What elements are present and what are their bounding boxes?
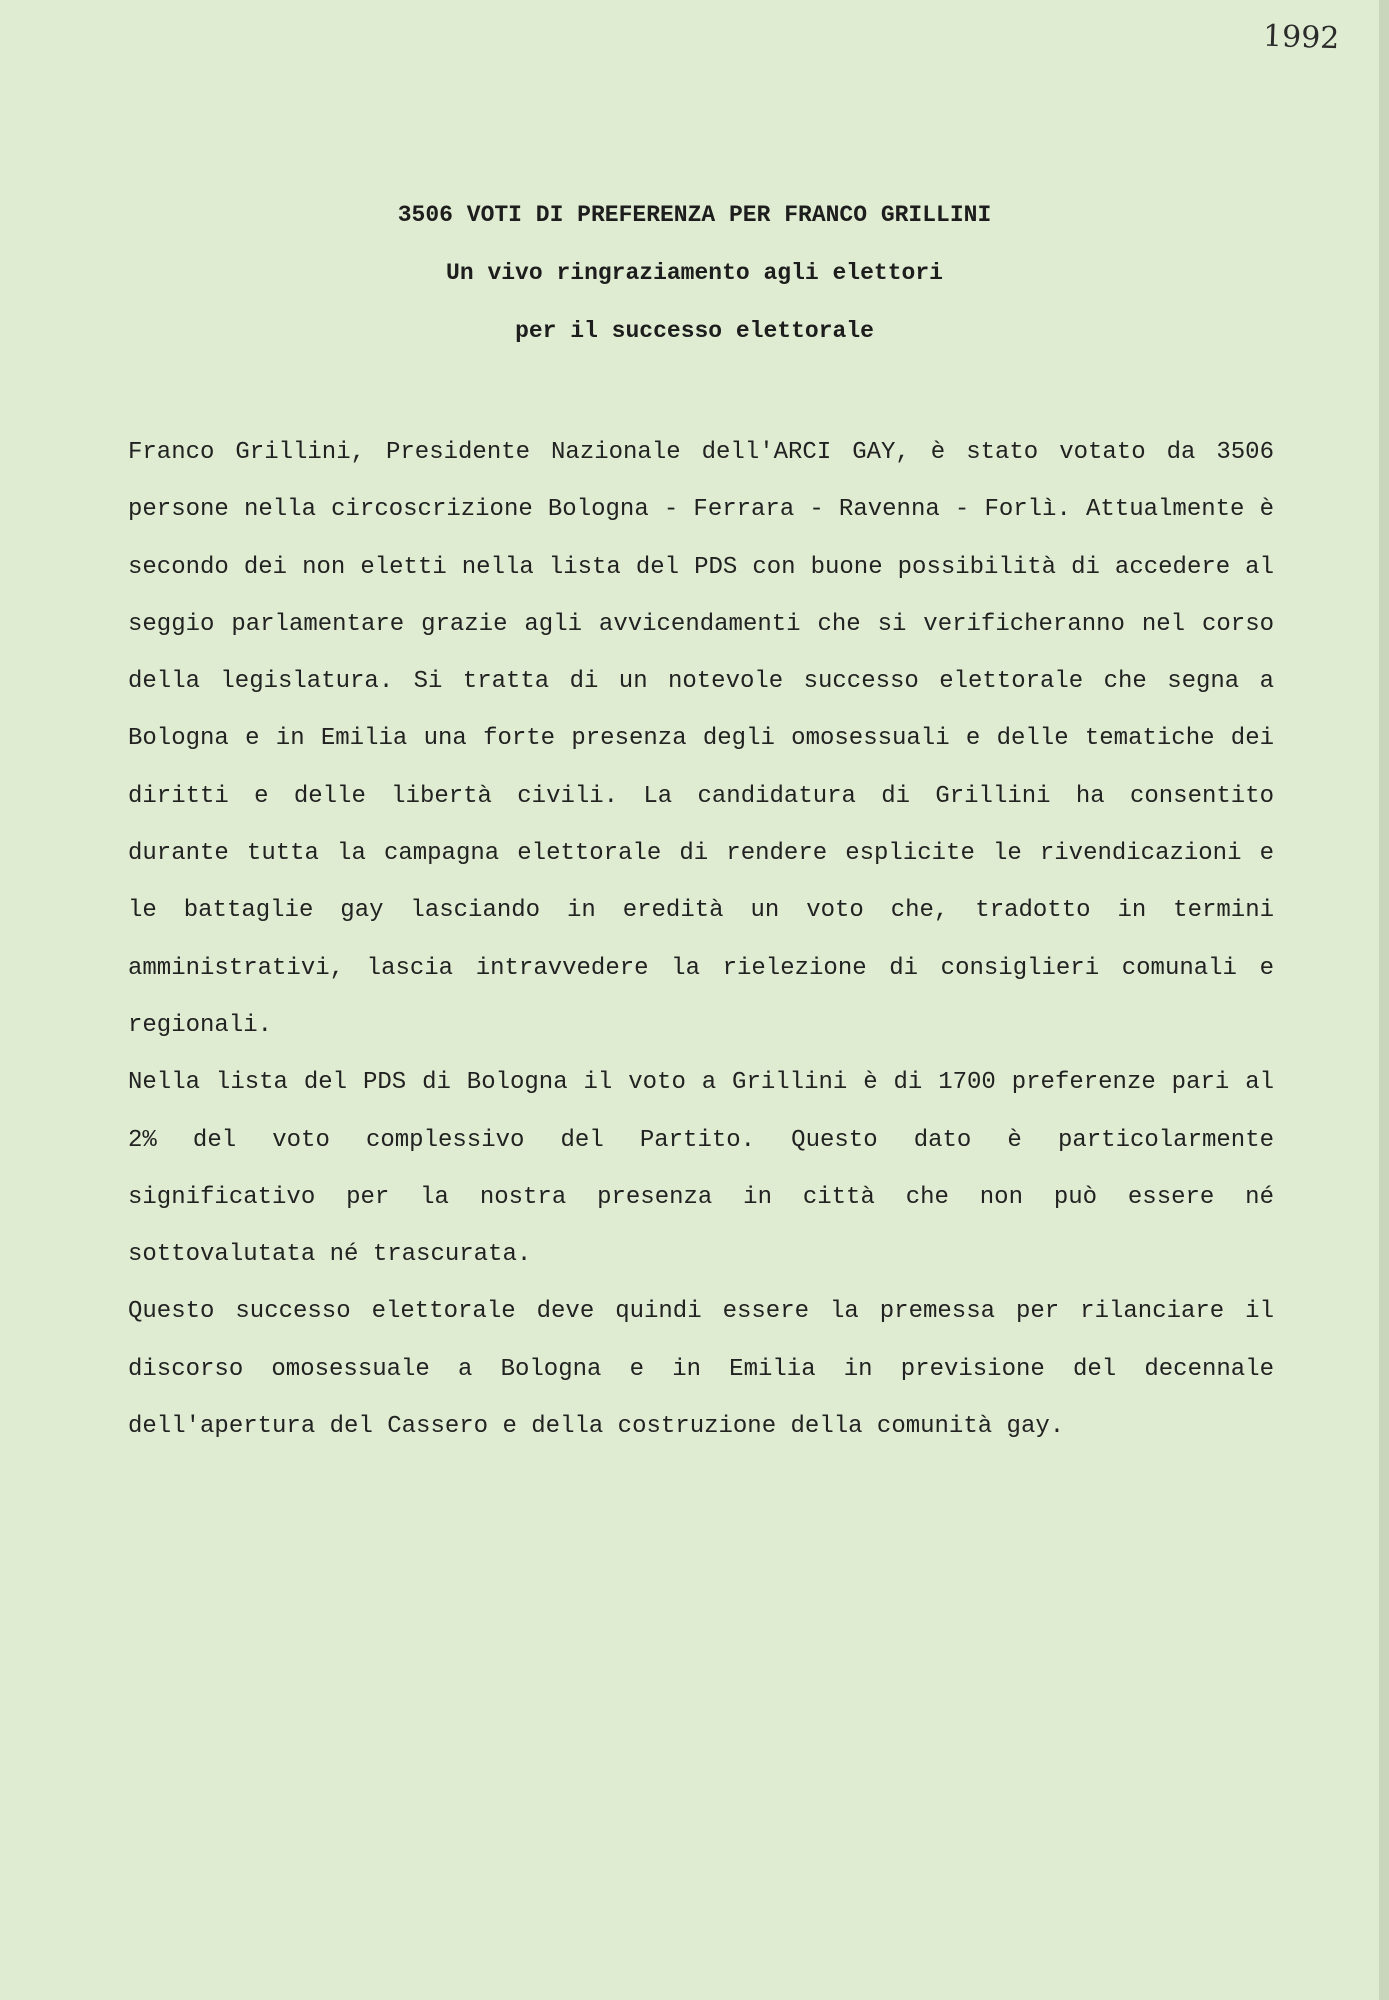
paragraph-2: Nella lista del PDS di Bologna il voto a Grillini è di 1700 preferenze pari al 2% del voto complessivo del Partito. Questo dato è particolarmente significativo per la nostra presenza in città che non può essere né sottovalutata né trascurata. [128,1069,1274,1269]
paragraph-1: Franco Grillini, Presidente Nazionale dell'ARCI GAY, è stato votato da 3506 persone nella circoscrizione Bologna - Ferrara - Ravenna - Forlì. Attualmente è secondo dei non eletti nella lista del PDS con buone possibilità di accedere al seggio parlamentare grazie agli avvicendamenti che si verificheranno nel corso della legislatura. Si tratta di un notevole successo elettorale che segna a Bologna e in Emilia una forte presenza degli omosessuali e delle tematiche dei diritti e delle libertà civili. La candidatura di Grillini ha consentito durante tutta la campagna elettorale di rendere esplicite le rivendicazioni e le battaglie gay lasciando in eredità un voto che, tradotto in termini amministrativi, lascia intravvedere la rielezione di consiglieri comunali e regionali. [128,439,1274,1039]
subtitle-line-2: per il successo elettorale [515,318,874,344]
handwritten-year: 1992 [1262,18,1340,57]
body-text [128,424,1274,1455]
subtitle-line-1: Un vivo ringraziamento agli elettori [446,260,943,286]
headline: 3506 VOTI DI PREFERENZA PER FRANCO GRILLINI [397,202,992,228]
paragraph-3: Questo successo elettorale deve quindi essere la premessa per rilanciare il discorso omosessuale a Bologna e in Emilia in previsione del decennale dell'apertura del Cassero e della costruzione della comunità gay. [128,1298,1274,1441]
title-block [0,196,1389,370]
